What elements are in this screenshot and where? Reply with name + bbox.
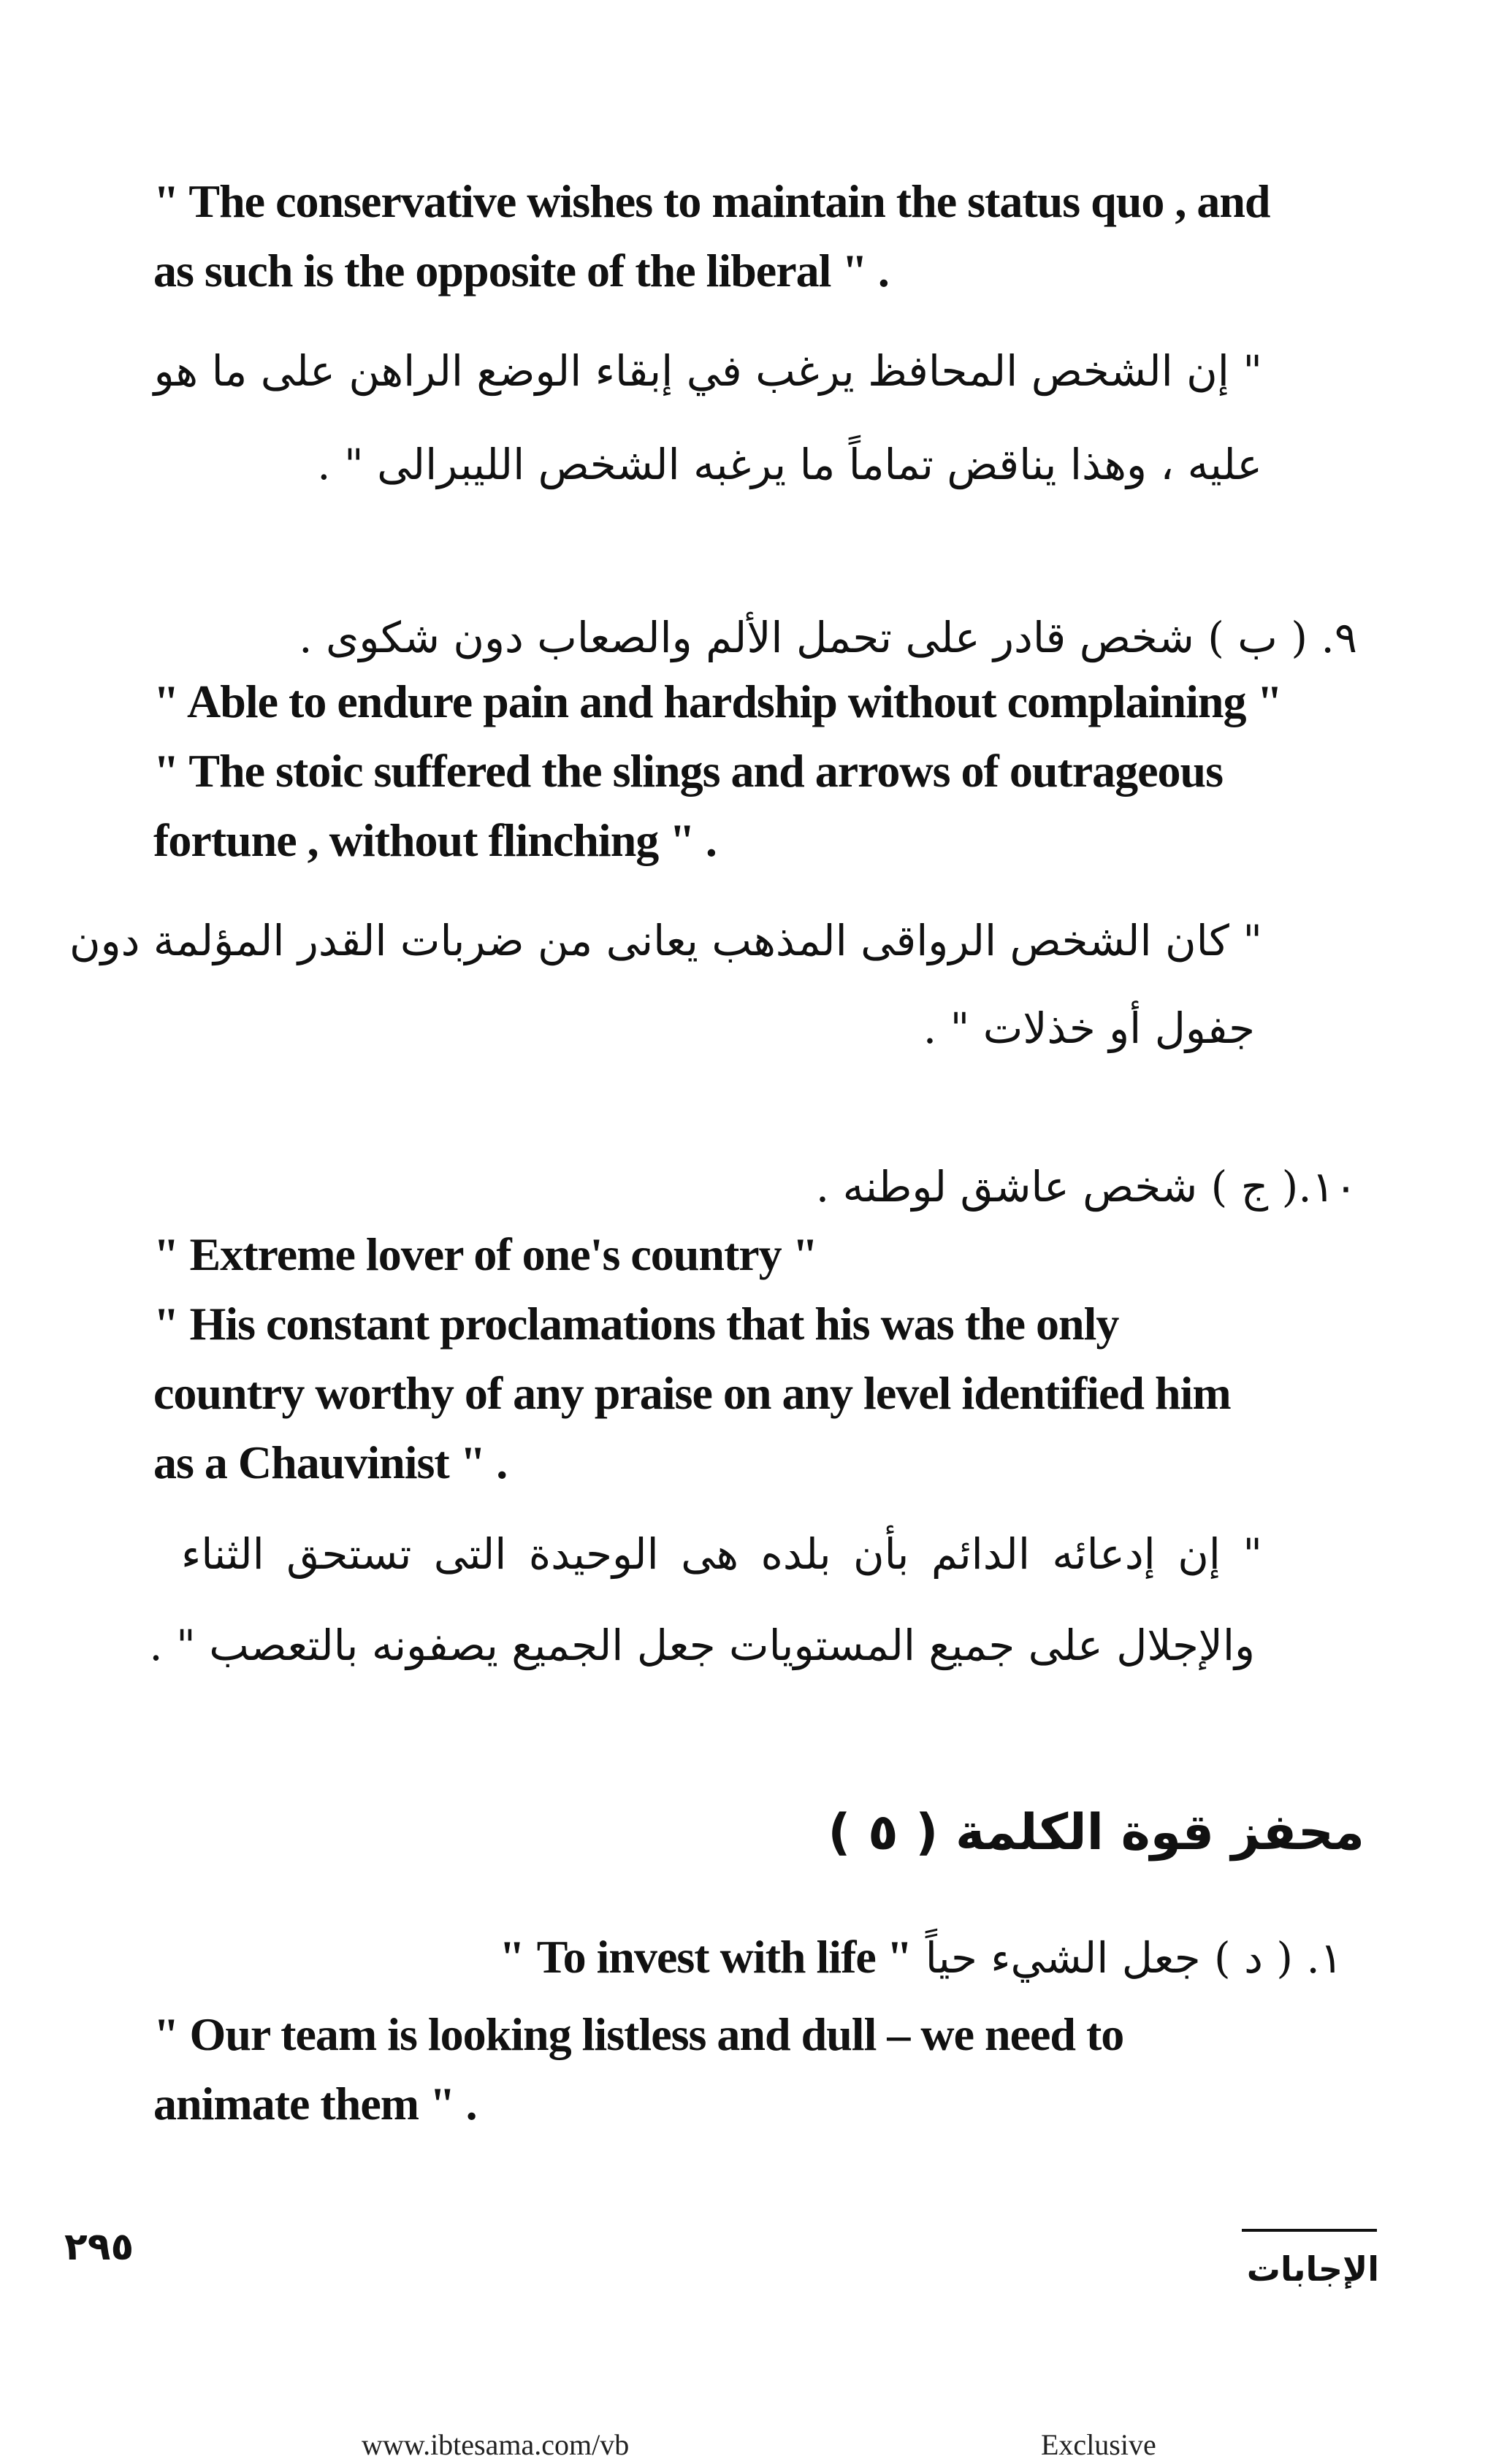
entry10-definition: " Extreme lover of one's country " [153, 1228, 818, 1280]
entry10-arabic-line2: والإجلال على جميع المستويات جعل الجميع يصفونه بالتعصب " . [149, 1621, 1255, 1670]
entry8-example-line1: " The conservative wishes to maintain the status quo , and [153, 175, 1270, 227]
entry10-arabic-definition: ١٠.( ج ) شخص عاشق لوطنه . [815, 1162, 1357, 1212]
entry8-arabic-line2: عليه ، وهذا يناقض تماماً ما يرغبه الشخص الليبرالى " . [317, 440, 1262, 489]
entry1-arabic-definition: ١. ( د ) جعل الشيء حياً [925, 1933, 1343, 1983]
entry9-arabic-line2: جفول أو خذلات " . [923, 1003, 1255, 1053]
entry9-definition: " Able to endure pain and hardship without complaining " [153, 676, 1282, 727]
website-watermark: www.ibtesama.com/vb [362, 2428, 630, 2461]
entry1-definition: " To invest with life " [499, 1931, 912, 1983]
footer-rule [1242, 2229, 1377, 2232]
page-number: ٢٩٥ [64, 2225, 134, 2269]
entry9-arabic-definition: ٩. ( ب ) شخص قادر على تحمل الألم والصعاب دون شكوى . [299, 613, 1357, 662]
entry1-example-line1: " Our team is looking listless and dull – we need to [153, 2008, 1124, 2060]
entry9-example-line2: fortune , without flinching " . [153, 814, 717, 866]
entry10-arabic-line1: " إن إدعائه الدائم بأن بلده هى الوحيدة التى تستحق الثناء [181, 1529, 1262, 1579]
entry1-definition-line [499, 1921, 1343, 1994]
footer-section-label: الإجابات [1246, 2249, 1379, 2289]
entry8-example-line2: as such is the opposite of the liberal " . [153, 245, 889, 296]
entry8-arabic-line1: " إن الشخص المحافظ يرغب في إبقاء الوضع الراهن على ما هو [153, 346, 1262, 396]
section-heading: محفز قوة الكلمة ( ٥ ) [828, 1804, 1365, 1862]
entry1-example-line2: animate them " . [153, 2078, 477, 2130]
entry9-example-line1: " The stoic suffered the slings and arrows of outrageous [153, 745, 1224, 797]
entry10-example-line2: country worthy of any praise on any level identified him [153, 1367, 1231, 1419]
exclusive-watermark: Exclusive [1041, 2428, 1156, 2461]
entry9-arabic-line1: " كان الشخص الرواقى المذهب يعانى من ضربات القدر المؤلمة دون [69, 916, 1262, 965]
entry10-example-line1: " His constant proclamations that his was the only [153, 1298, 1119, 1350]
entry10-example-line3: as a Chauvinist " . [153, 1436, 508, 1488]
